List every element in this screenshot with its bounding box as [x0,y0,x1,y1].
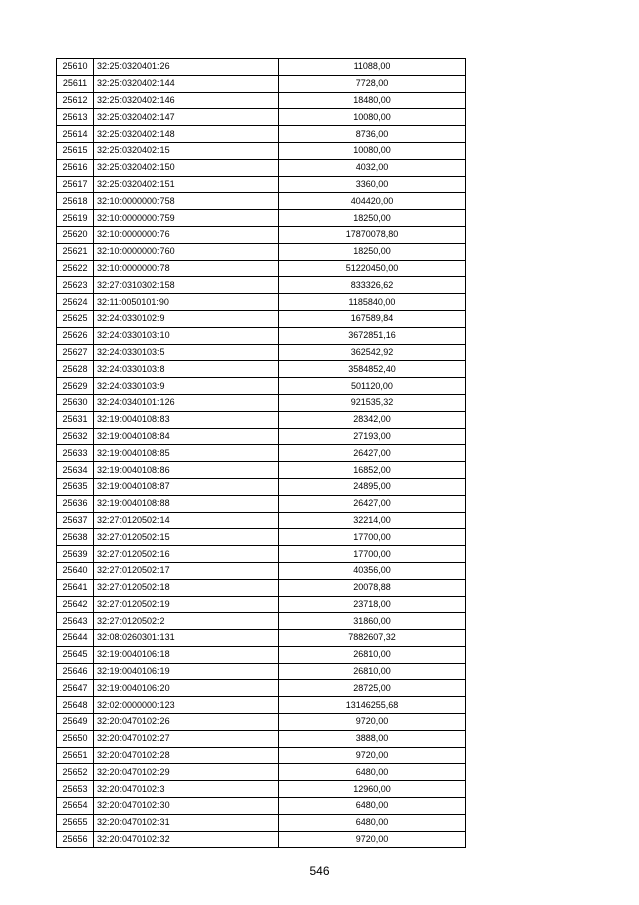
row-number-cell: 25645 [57,646,94,663]
cadastral-value-cell: 3360,00 [279,176,466,193]
cadastral-number-cell: 32:25:0320401:26 [94,59,279,76]
cadastral-number-cell: 32:24:0330103:5 [94,344,279,361]
cadastral-value-cell: 4032,00 [279,159,466,176]
table-row [57,596,466,613]
table-row [57,394,466,411]
cadastral-number-cell: 32:20:0470102:32 [94,831,279,848]
row-number-cell: 25649 [57,714,94,731]
row-number-cell: 25628 [57,361,94,378]
table-row [57,294,466,311]
table-row [57,764,466,781]
row-number-cell: 25615 [57,142,94,159]
cadastral-value-cell: 24895,00 [279,478,466,495]
cadastral-value-table [56,58,466,848]
cadastral-number-cell: 32:24:0330103:8 [94,361,279,378]
row-number-cell: 25638 [57,529,94,546]
cadastral-number-cell: 32:24:0330103:9 [94,378,279,395]
row-number-cell: 25616 [57,159,94,176]
table-row [57,126,466,143]
cadastral-number-cell: 32:20:0470102:3 [94,781,279,798]
cadastral-number-cell: 32:20:0470102:26 [94,714,279,731]
cadastral-number-cell: 32:24:0340101:126 [94,394,279,411]
cadastral-number-cell: 32:19:0040106:18 [94,646,279,663]
cadastral-value-cell: 3672851,16 [279,327,466,344]
cadastral-value-cell: 51220450,00 [279,260,466,277]
cadastral-value-cell: 28725,00 [279,680,466,697]
cadastral-number-cell: 32:25:0320402:150 [94,159,279,176]
table-row [57,562,466,579]
cadastral-number-cell: 32:10:0000000:760 [94,243,279,260]
table-row [57,730,466,747]
cadastral-value-cell: 3888,00 [279,730,466,747]
table-body [57,59,466,848]
table-row [57,109,466,126]
table-row [57,59,466,76]
table-row [57,663,466,680]
row-number-cell: 25622 [57,260,94,277]
table-row [57,814,466,831]
row-number-cell: 25652 [57,764,94,781]
table-row [57,579,466,596]
cadastral-value-cell: 362542,92 [279,344,466,361]
row-number-cell: 25618 [57,193,94,210]
cadastral-number-cell: 32:27:0120502:16 [94,546,279,563]
cadastral-value-cell: 3584852,40 [279,361,466,378]
cadastral-number-cell: 32:27:0120502:15 [94,529,279,546]
row-number-cell: 25637 [57,512,94,529]
table-row [57,327,466,344]
cadastral-value-cell: 12960,00 [279,781,466,798]
cadastral-value-cell: 7882607,32 [279,630,466,647]
table-row [57,646,466,663]
cadastral-value-cell: 13146255,68 [279,697,466,714]
cadastral-value-cell: 10080,00 [279,142,466,159]
cadastral-number-cell: 32:08:0260301:131 [94,630,279,647]
row-number-cell: 25629 [57,378,94,395]
row-number-cell: 25617 [57,176,94,193]
table-row [57,428,466,445]
table-row [57,697,466,714]
cadastral-number-cell: 32:19:0040106:20 [94,680,279,697]
cadastral-number-cell: 32:27:0120502:14 [94,512,279,529]
table-row [57,193,466,210]
row-number-cell: 25632 [57,428,94,445]
row-number-cell: 25647 [57,680,94,697]
cadastral-value-cell: 9720,00 [279,831,466,848]
table-row [57,159,466,176]
cadastral-value-cell: 7728,00 [279,75,466,92]
row-number-cell: 25654 [57,798,94,815]
cadastral-value-cell: 20078,88 [279,579,466,596]
row-number-cell: 25641 [57,579,94,596]
row-number-cell: 25655 [57,814,94,831]
cadastral-number-cell: 32:19:0040108:87 [94,478,279,495]
cadastral-number-cell: 32:24:0330103:10 [94,327,279,344]
cadastral-number-cell: 32:20:0470102:27 [94,730,279,747]
row-number-cell: 25627 [57,344,94,361]
table-row [57,361,466,378]
row-number-cell: 25621 [57,243,94,260]
cadastral-value-cell: 18250,00 [279,210,466,227]
table-row [57,176,466,193]
cadastral-value-cell: 11088,00 [279,59,466,76]
table-row [57,798,466,815]
cadastral-number-cell: 32:27:0120502:18 [94,579,279,596]
cadastral-value-cell: 8736,00 [279,126,466,143]
cadastral-number-cell: 32:27:0120502:2 [94,613,279,630]
table-row [57,310,466,327]
row-number-cell: 25623 [57,277,94,294]
cadastral-number-cell: 32:10:0000000:758 [94,193,279,210]
cadastral-value-cell: 10080,00 [279,109,466,126]
table-row [57,714,466,731]
row-number-cell: 25614 [57,126,94,143]
table-row [57,142,466,159]
cadastral-value-cell: 6480,00 [279,814,466,831]
cadastral-number-cell: 32:20:0470102:29 [94,764,279,781]
table-row [57,529,466,546]
table-row [57,462,466,479]
table-row [57,260,466,277]
cadastral-number-cell: 32:27:0310302:158 [94,277,279,294]
row-number-cell: 25633 [57,445,94,462]
row-number-cell: 25635 [57,478,94,495]
table-row [57,630,466,647]
cadastral-number-cell: 32:19:0040108:84 [94,428,279,445]
table-row [57,445,466,462]
cadastral-value-cell: 40356,00 [279,562,466,579]
row-number-cell: 25639 [57,546,94,563]
row-number-cell: 25624 [57,294,94,311]
row-number-cell: 25610 [57,59,94,76]
cadastral-value-cell: 833326,62 [279,277,466,294]
cadastral-number-cell: 32:25:0320402:148 [94,126,279,143]
cadastral-number-cell: 32:27:0120502:19 [94,596,279,613]
cadastral-value-cell: 9720,00 [279,747,466,764]
cadastral-value-cell: 18250,00 [279,243,466,260]
table-row [57,512,466,529]
row-number-cell: 25626 [57,327,94,344]
table-row [57,831,466,848]
cadastral-value-cell: 32214,00 [279,512,466,529]
cadastral-number-cell: 32:25:0320402:146 [94,92,279,109]
row-number-cell: 25619 [57,210,94,227]
row-number-cell: 25636 [57,495,94,512]
row-number-cell: 25651 [57,747,94,764]
cadastral-value-cell: 26810,00 [279,646,466,663]
cadastral-value-cell: 17700,00 [279,529,466,546]
row-number-cell: 25656 [57,831,94,848]
cadastral-value-cell: 1185840,00 [279,294,466,311]
cadastral-value-cell: 26810,00 [279,663,466,680]
cadastral-value-cell: 23718,00 [279,596,466,613]
cadastral-number-cell: 32:11:0050101:90 [94,294,279,311]
row-number-cell: 25642 [57,596,94,613]
row-number-cell: 25653 [57,781,94,798]
cadastral-number-cell: 32:20:0470102:30 [94,798,279,815]
cadastral-value-cell: 6480,00 [279,798,466,815]
page-number: 546 [309,864,330,878]
row-number-cell: 25640 [57,562,94,579]
cadastral-number-cell: 32:19:0040108:86 [94,462,279,479]
cadastral-number-cell: 32:02:0000000:123 [94,697,279,714]
cadastral-number-cell: 32:25:0320402:144 [94,75,279,92]
table-row [57,226,466,243]
cadastral-value-cell: 17700,00 [279,546,466,563]
row-number-cell: 25644 [57,630,94,647]
cadastral-number-cell: 32:25:0320402:15 [94,142,279,159]
table-row [57,781,466,798]
table-row [57,210,466,227]
cadastral-value-cell: 18480,00 [279,92,466,109]
row-number-cell: 25650 [57,730,94,747]
row-number-cell: 25620 [57,226,94,243]
cadastral-number-cell: 32:24:0330102:9 [94,310,279,327]
cadastral-number-cell: 32:10:0000000:78 [94,260,279,277]
table-row [57,277,466,294]
table-row [57,92,466,109]
cadastral-value-cell: 31860,00 [279,613,466,630]
cadastral-number-cell: 32:10:0000000:76 [94,226,279,243]
cadastral-number-cell: 32:19:0040108:85 [94,445,279,462]
table-row [57,243,466,260]
cadastral-value-cell: 921535,32 [279,394,466,411]
row-number-cell: 25643 [57,613,94,630]
cadastral-value-cell: 26427,00 [279,445,466,462]
row-number-cell: 25630 [57,394,94,411]
cadastral-number-cell: 32:19:0040108:83 [94,411,279,428]
cadastral-value-cell: 27193,00 [279,428,466,445]
table-row [57,478,466,495]
row-number-cell: 25612 [57,92,94,109]
cadastral-number-cell: 32:25:0320402:147 [94,109,279,126]
table-row [57,411,466,428]
table-row [57,613,466,630]
row-number-cell: 25611 [57,75,94,92]
row-number-cell: 25646 [57,663,94,680]
row-number-cell: 25625 [57,310,94,327]
cadastral-number-cell: 32:20:0470102:28 [94,747,279,764]
cadastral-number-cell: 32:25:0320402:151 [94,176,279,193]
table-row [57,747,466,764]
cadastral-value-cell: 17870078,80 [279,226,466,243]
cadastral-value-cell: 167589,84 [279,310,466,327]
cadastral-number-cell: 32:19:0040106:19 [94,663,279,680]
table-row [57,344,466,361]
cadastral-number-cell: 32:27:0120502:17 [94,562,279,579]
row-number-cell: 25631 [57,411,94,428]
cadastral-number-cell: 32:19:0040108:88 [94,495,279,512]
cadastral-number-cell: 32:10:0000000:759 [94,210,279,227]
cadastral-value-cell: 16852,00 [279,462,466,479]
table-row [57,495,466,512]
cadastral-value-cell: 28342,00 [279,411,466,428]
table-row [57,75,466,92]
row-number-cell: 25634 [57,462,94,479]
cadastral-value-cell: 501120,00 [279,378,466,395]
row-number-cell: 25648 [57,697,94,714]
cadastral-value-cell: 6480,00 [279,764,466,781]
cadastral-value-cell: 9720,00 [279,714,466,731]
table-row [57,680,466,697]
table-row [57,378,466,395]
row-number-cell: 25613 [57,109,94,126]
table-row [57,546,466,563]
cadastral-number-cell: 32:20:0470102:31 [94,814,279,831]
cadastral-value-cell: 26427,00 [279,495,466,512]
cadastral-value-cell: 404420,00 [279,193,466,210]
